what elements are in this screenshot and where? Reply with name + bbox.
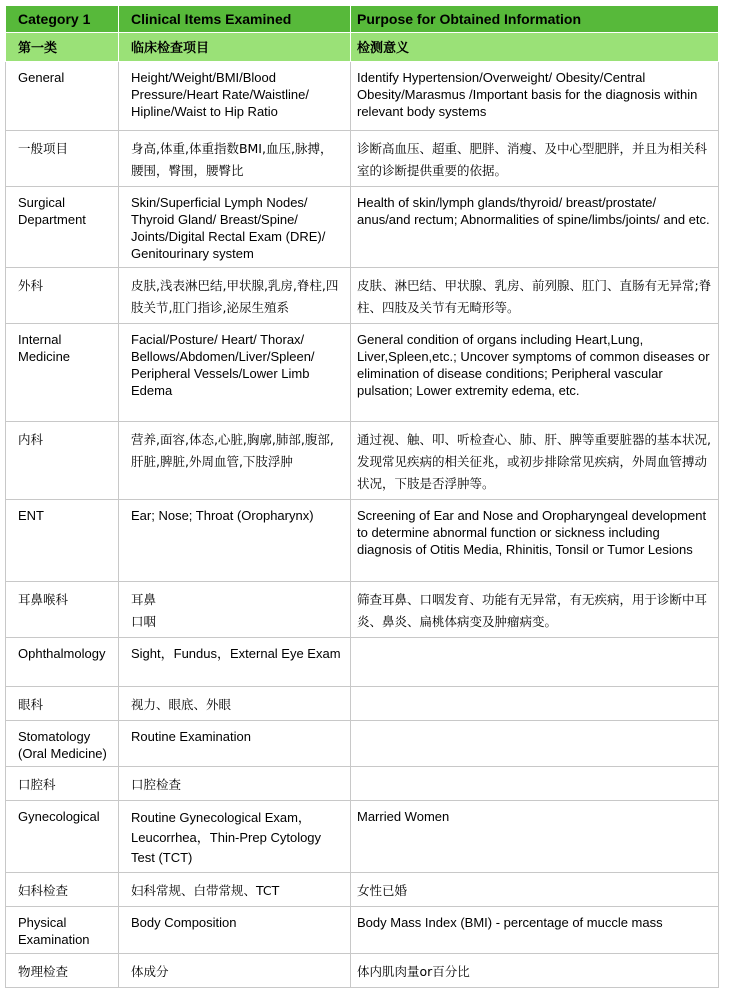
row-category: Gynecological [6,801,119,873]
table-row [6,767,719,801]
header-clinical-items: Clinical Items Examined [119,6,351,33]
row-items: Body Composition [119,907,351,954]
row-items: Height/Weight/BMI/Blood Pressure/Heart Rate/Waistline/ Hipline/Waist to Hip Ratio [119,62,351,131]
table-row [6,268,719,324]
table-row [6,62,719,131]
row-category: Internal Medicine [6,324,119,422]
table-row [6,907,719,954]
table-row [6,324,719,422]
table-row [6,801,719,873]
table-row [6,638,719,687]
row-category: 耳鼻喉科 [6,582,119,638]
row-category: 外科 [6,268,119,324]
row-purpose: Married Women [351,801,719,873]
row-items: Facial/Posture/ Heart/ Thorax/ Bellows/Abdomen/Liver/Spleen/ Peripheral Vessels/Lower Limb Edema [119,324,351,422]
table-row [6,187,719,268]
row-category: 口腔科 [6,767,119,801]
subheader-clinical-items: 临床检查项目 [119,33,351,62]
table-row [6,582,719,638]
row-purpose [351,638,719,687]
row-purpose: 体内肌肉量or百分比 [351,954,719,988]
row-category: Surgical Department [6,187,119,268]
row-category: General [6,62,119,131]
row-category: 物理检查 [6,954,119,988]
table-row [6,721,719,767]
row-purpose: 皮肤、淋巴结、甲状腺、乳房、前列腺、肛门、直肠有无异常;脊柱、四肢及关节有无畸形等。 [351,268,719,324]
row-item-line: 耳鼻 [131,592,157,607]
row-purpose: 通过视、触、叩、听检查心、肺、肝、脾等重要脏器的基本状况,发现常见疾病的相关征兆，或初步排除常见疾病，外周血管搏动状况，下肢是否浮肿等。 [351,422,719,500]
row-purpose [351,721,719,767]
row-items: 口腔检查 [119,767,351,801]
row-items: Routine Gynecological Exam，Leucorrhea，Thin-Prep Cytology Test (TCT) [119,801,351,873]
row-category: Stomatology (Oral Medicine) [6,721,119,767]
row-purpose: General condition of organs including Heart,Lung, Liver,Spleen,etc.; Uncover symptoms of common diseases or elimination of disease conditions; Peripheral vascular pulsation; Lower extremity edema, etc. [351,324,719,422]
table-row [6,687,719,721]
row-items: 皮肤,浅表淋巴结,甲状腺,乳房,脊柱,四肢关节,肛门指诊,泌尿生殖系 [119,268,351,324]
table-row [6,500,719,582]
row-purpose: 诊断高血压、超重、肥胖、消瘦、及中心型肥胖，并且为相关科室的诊断提供重要的依据。 [351,131,719,187]
table-row [6,422,719,500]
row-purpose: 筛查耳鼻、口咽发育、功能有无异常，有无疾病，用于诊断中耳炎、鼻炎、扁桃体病变及肿瘤病变。 [351,582,719,638]
table-subheader-row [6,33,719,62]
row-purpose [351,767,719,801]
table-row [6,873,719,907]
row-purpose: Screening of Ear and Nose and Oropharyngeal development to determine abnormal function or sickness including diagnosis of Otitis Media, Rhinitis, Tonsil or Tumor Lesions [351,500,719,582]
header-category: Category 1 [6,6,119,33]
row-purpose [351,687,719,721]
row-category: ENT [6,500,119,582]
row-category: Physical Examination [6,907,119,954]
row-purpose: Health of skin/lymph glands/thyroid/ breast/prostate/ anus/and rectum; Abnormalities of spine/limbs/joints/ and etc. [351,187,719,268]
row-category: 一般项目 [6,131,119,187]
row-items: 视力、眼底、外眼 [119,687,351,721]
row-category: 内科 [6,422,119,500]
row-items: Routine Examination [119,721,351,767]
row-category: Ophthalmology [6,638,119,687]
row-purpose: 女性已婚 [351,873,719,907]
row-items: Sight，Fundus，External Eye Exam [119,638,351,687]
table-header-row [6,6,719,33]
row-purpose: Identify Hypertension/Overweight/ Obesity/Central Obesity/Marasmus /Important basis for the diagnosis within relevant body systems [351,62,719,131]
row-items: 身高,体重,体重指数BMI,血压,脉搏，腰围，臀围，腰臀比 [119,131,351,187]
row-items: Ear; Nose; Throat (Oropharynx) [119,500,351,582]
row-items: 体成分 [119,954,351,988]
row-items: Skin/Superficial Lymph Nodes/ Thyroid Gland/ Breast/Spine/ Joints/Digital Rectal Exam (DRE)/ Genitourinary system [119,187,351,268]
table-row [6,131,719,187]
row-category: 眼科 [6,687,119,721]
table-row [6,954,719,988]
row-category: 妇科检查 [6,873,119,907]
row-items [119,582,351,638]
subheader-category: 第一类 [6,33,119,62]
subheader-purpose: 检测意义 [351,33,719,62]
clinical-items-table [5,5,719,988]
row-items: 妇科常规、白带常规、TCT [119,873,351,907]
row-items: 营养,面容,体态,心脏,胸廓,肺部,腹部,肝脏,脾脏,外周血管,下肢浮肿 [119,422,351,500]
header-purpose: Purpose for Obtained Information [351,6,719,33]
row-purpose: Body Mass Index (BMI) - percentage of muccle mass [351,907,719,954]
row-item-line: 口咽 [131,614,157,629]
